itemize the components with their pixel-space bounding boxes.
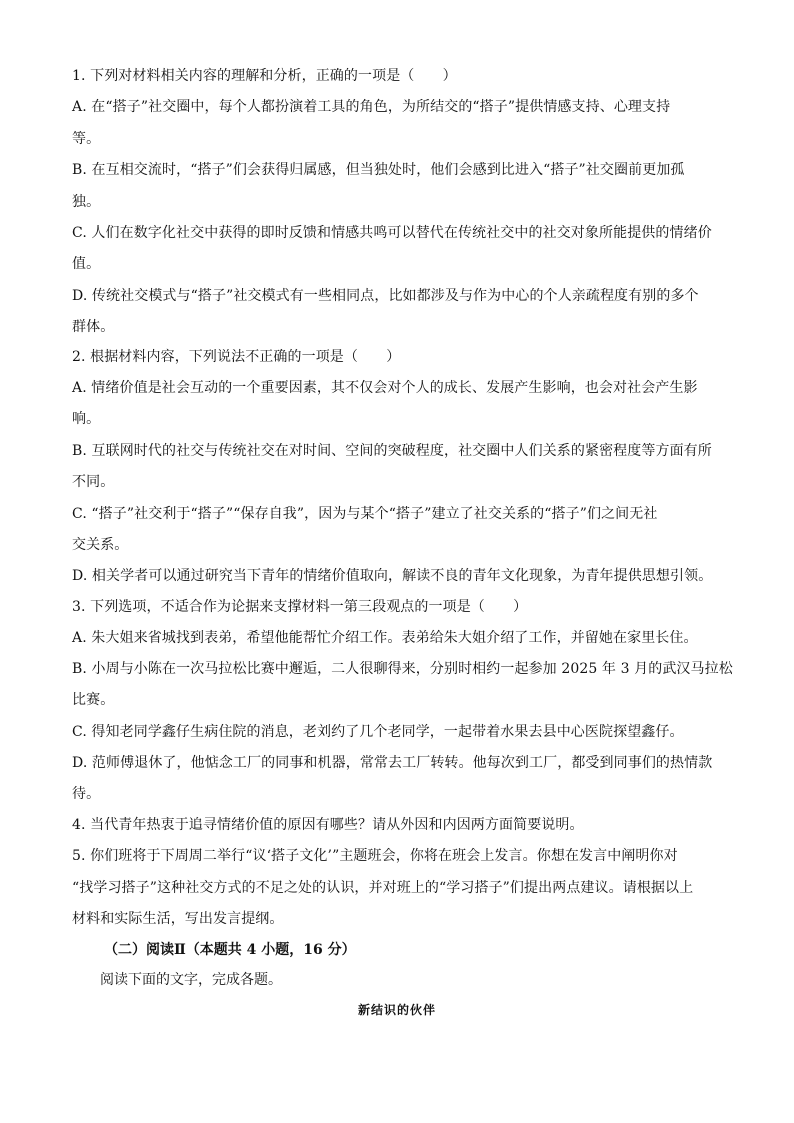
question-1-option-d-cont: 群体。 (72, 319, 115, 335)
question-3-option-a: A. 朱大姐来省城找到表弟，希望他能帮忙介绍工作。表弟给朱大姐介绍了工作，并留她在家里长住。 (72, 630, 698, 646)
question-1-option-d: D. 传统社交模式与“搭子”社交模式有一些相同点，比如都涉及与作为中心的个人亲疏程度有别的多个 (72, 288, 699, 304)
question-2-option-a-cont: 响。 (72, 411, 101, 427)
question-1-option-a: A. 在“搭子”社交圈中，每个人都扮演着工具的角色，为所结交的“搭子”提供情感支持、心理支持 (72, 99, 671, 115)
question-3-option-d: D. 范师傅退休了，他惦念工厂的同事和机器，常常去工厂转转。他每次到工厂，都受到同事们的热情款 (72, 755, 713, 771)
question-2-option-a: A. 情绪价值是社会互动的一个重要因素，其不仅会对个人的成长、发展产生影响，也会对社会产生影 (72, 380, 698, 396)
question-1-option-b-cont: 独。 (72, 194, 101, 210)
question-5-line-3: 材料和实际生活，写出发言提纲。 (72, 911, 284, 927)
question-5-line-2: “找学习搭子”这种社交方式的不足之处的认识，并对班上的“学习搭子”们提出两点建议。请根据以上 (72, 880, 694, 896)
section-intro: 阅读下面的文字，完成各题。 (100, 972, 282, 988)
question-2-option-c: C. “搭子”社交利于“搭子”“保存自我”，因为与某个“搭子”建立了社交关系的“搭子”们之间无社 (72, 506, 658, 522)
question-3-stem: 3. 下列选项，不适合作为论据来支撑材料一第三段观点的一项是（ ） (72, 599, 528, 615)
question-2-stem: 2. 根据材料内容，下列说法不正确的一项是（ ） (72, 349, 401, 365)
question-1-option-b: B. 在互相交流时，“搭子”们会获得归属感，但当独处时，他们会感到比进入“搭子”社交圈前更加孤 (72, 162, 685, 178)
question-5-line-1: 5. 你们班将于下周周二举行“议‘搭子文化’”主题班会，你将在班会上发言。你想在发言中阐明你对 (72, 848, 678, 864)
question-2-option-c-cont: 交关系。 (72, 537, 129, 553)
question-2-option-d: D. 相关学者可以通过研究当下青年的情绪价值取向，解读不良的青年文化现象，为青年提供思想引领。 (72, 568, 713, 584)
question-1-stem: 1. 下列对材料相关内容的理解和分析，正确的一项是（ ） (72, 68, 457, 84)
question-1-option-c-cont: 值。 (72, 256, 101, 272)
question-3-option-b-cont: 比赛。 (72, 692, 115, 708)
question-3-option-d-cont: 待。 (72, 786, 101, 802)
passage-title: 新结识的伙伴 (357, 1003, 436, 1017)
question-3-option-c: C. 得知老同学鑫仔生病住院的消息，老刘约了几个老同学，一起带着水果去县中心医院探望鑫仔。 (72, 724, 684, 740)
question-1-option-a-cont: 等。 (72, 131, 101, 147)
question-4-stem: 4. 当代青年热衷于追寻情绪价值的原因有哪些？请从外因和内因两方面简要说明。 (72, 817, 584, 833)
question-2-option-b: B. 互联网时代的社交与传统社交在对时间、空间的突破程度，社交圈中人们关系的紧密程度等方面有所 (72, 443, 712, 459)
question-3-option-b: B. 小周与小陈在一次马拉松比赛中邂逅，二人很聊得来，分别时相约一起参加 2025 年 3 月的武汉马拉松 (72, 661, 733, 677)
section-heading: （二）阅读Ⅱ（本题共 4 小题，16 分） (104, 942, 356, 958)
question-1-option-c: C. 人们在数字化社交中获得的即时反馈和情感共鸣可以替代在传统社交中的社交对象所能提供的情绪价 (72, 225, 712, 241)
question-2-option-b-cont: 不同。 (72, 474, 115, 490)
